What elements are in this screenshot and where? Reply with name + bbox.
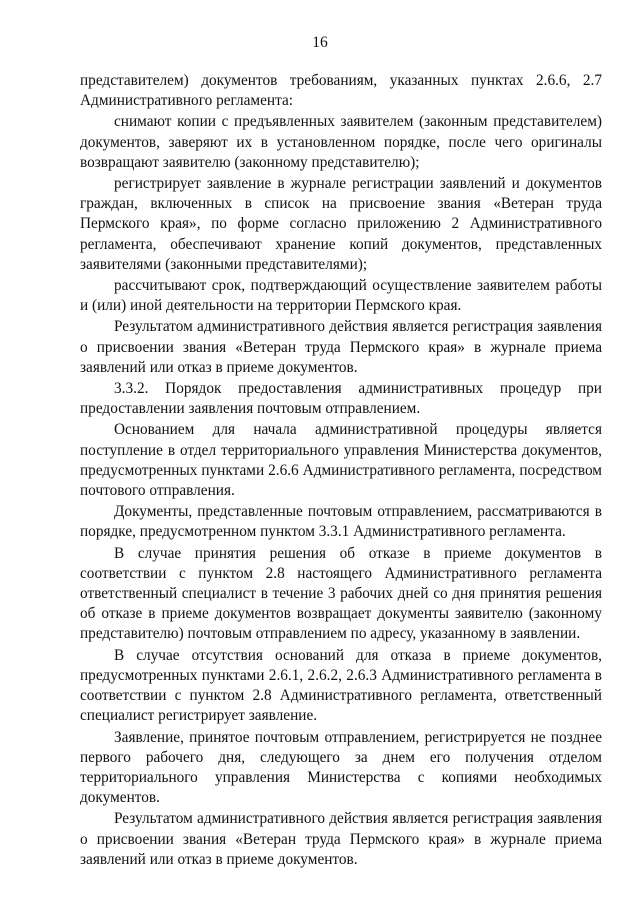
paragraph-no-refusal: В случае отсутствия оснований для отказа в приеме документов, предусмотренных пунктами 2.6.1, 2.6.2, 2.6.3 Административного регламента в соответствии с пунктом 2.8 Административного регламента, ответственный специалист регистрирует заявление. [80,646,602,725]
paragraph-section-3-3-2: 3.3.2. Порядок предоставления административных процедур при предоставлении заявления почтовым отправлением. [80,380,602,418]
paragraph-refusal: В случае принятия решения об отказе в приеме документов в соответствии с пунктом 2.8 настоящего Административного регламента ответственный специалист в течение 3 рабочих дней со дня принятия решения об отказе в приеме документов возвращает документы заявителю (законному представителю) почтовым отправлением по адресу, указанному в заявлении. [80,544,602,643]
page-number: 16 [312,34,328,51]
paragraph-result-2: Результатом административного действия является регистрация заявления о присвоении звания «Ветеран труда Пермского края» в журнале приема заявлений или отказ в приеме документов. [80,810,602,868]
document-body [80,71,602,871]
paragraph-term: рассчитывают срок, подтверждающий осуществление заявителем работы и (или) иной деятельности на территории Пермского края. [80,277,602,315]
paragraph-postal-registration: Заявление, принятое почтовым отправлением, регистрируется не позднее первого рабочего дня, следующего за днем его получения отделом территориального управления Министерства с копиями необходимых документов. [80,728,602,807]
paragraph-basis: Основанием для начала административной процедуры является поступление в отдел территориального управления Министерства документов, предусмотренных пунктами 2.6.6 Административного регламента, посредством почтового отправления. [80,421,602,500]
paragraph-continuation: представителем) документов требованиям, указанных пунктах 2.6.6, 2.7 Административного регламента: [80,72,602,110]
paragraph-registration: регистрирует заявление в журнале регистрации заявлений и документов граждан, включенных в список на присвоение звания «Ветеран труда Пермского края», по форме согласно приложению 2 Административного регламента, обеспечивают хранение копий документов, представленных заявителями (законными представителями); [80,175,602,273]
paragraph-postal-documents: Документы, представленные почтовым отправлением, рассматриваются в порядке, предусмотренном пунктом 3.3.1 Административного регламента. [80,503,602,541]
paragraph-result-1: Результатом административного действия является регистрация заявления о присвоении звания «Ветеран труда Пермского края» в журнале приема заявлений или отказ в приеме документов. [80,318,602,376]
paragraph-copies: снимают копии с предъявленных заявителем (законным представителем) документов, заверяют их в установленном порядке, после чего оригиналы возвращают заявителю (законному представителю); [80,113,602,171]
